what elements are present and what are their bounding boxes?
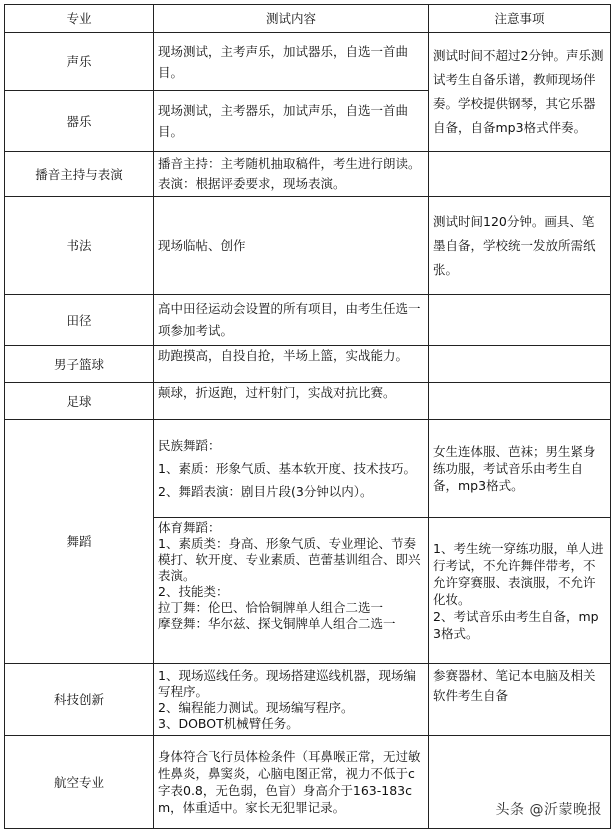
major-cell: 舞蹈 — [5, 420, 154, 664]
notes-line: 2、考试音乐由考生自备，mp3格式。 — [433, 608, 599, 641]
major-cell: 书法 — [5, 197, 154, 295]
content-cell: 播音主持：主考随机抽取稿件，考生进行朗读。表演：根据评委要求，现场表演。 — [154, 152, 429, 197]
table-row — [5, 420, 611, 518]
exam-requirements-table — [4, 4, 611, 829]
major-cell: 播音主持与表演 — [5, 152, 154, 197]
table-row — [5, 346, 611, 383]
content-line: 3、DOBOT机械臂任务。 — [158, 715, 299, 731]
content-line: 2、舞蹈表演：剧目片段(3分钟以内）。 — [158, 484, 373, 499]
notes-cell: 测试时间120分钟。画具、笔墨自备，学校统一发放所需纸张。 — [429, 197, 611, 295]
notes-cell-sport-dance — [429, 518, 611, 664]
table-row — [5, 33, 611, 91]
table-row — [5, 383, 611, 420]
notes-cell-music: 测试时间不超过2分钟。声乐测试考生自备乐谱，教师现场伴奏。学校提供钢琴，其它乐器自备，自备mp3格式伴奏。 — [429, 33, 611, 152]
content-line: 1、现场巡线任务。现场搭建巡线机器，现场编写程序。 — [158, 667, 416, 699]
notes-cell — [429, 383, 611, 420]
content-line: 摩登舞：华尔兹、探戈铜牌单人组合二选一 — [158, 616, 396, 631]
content-cell-folk-dance — [154, 420, 429, 518]
content-cell — [154, 664, 429, 736]
content-cell: 颠球，折返跑，过杆射门，实战对抗比赛。 — [154, 383, 429, 420]
content-line: 体育舞蹈： — [158, 520, 221, 535]
content-cell: 高中田径运动会设置的所有项目，由考生任选一项参加考试。 — [154, 295, 429, 346]
content-cell: 现场测试，主考声乐，加试器乐，自选一首曲目。 — [154, 33, 429, 91]
table-header-row — [5, 5, 611, 33]
notes-cell — [429, 152, 611, 197]
content-cell: 现场临帖、创作 — [154, 197, 429, 295]
major-cell: 器乐 — [5, 91, 154, 152]
content-line: 1、素质类：身高、形象气质、专业理论、节奏模打、软开度、专业素质、芭蕾基训组合、即兴表演。 — [158, 536, 421, 583]
major-cell: 科技创新 — [5, 664, 154, 736]
content-line: 2、技能类： — [158, 584, 229, 599]
content-line: 1、素质：形象气质、基本软开度、技术技巧。 — [158, 461, 416, 476]
watermark: 头条 @沂蒙晚报 — [495, 802, 602, 818]
header-notes: 注意事项 — [429, 5, 611, 33]
table-row — [5, 295, 611, 346]
content-cell: 身体符合飞行员体检条件（耳鼻喉正常，无过敏性鼻炎，鼻窦炎，心脑电图正常，视力不低于c字表0.8，无色弱，色盲）身高介于163-183cm，体重适中。家长无犯罪记录。 — [154, 736, 429, 829]
table-row — [5, 197, 611, 295]
content-cell: 助跑摸高，自投自抢，半场上篮，实战能力。 — [154, 346, 429, 383]
content-line: 2、编程能力测试。现场编写程序。 — [158, 699, 354, 715]
content-line: 拉丁舞：伦巴、恰恰铜牌单人组合二选一 — [158, 600, 384, 615]
major-cell: 足球 — [5, 383, 154, 420]
notes-cell: 参赛器材、笔记本电脑及相关软件考生自备 — [429, 664, 611, 736]
content-line: 民族舞蹈： — [158, 438, 221, 453]
notes-cell-folk-dance: 女生连体服、芭袜；男生紧身练功服，考试音乐由考生自备，mp3格式。 — [429, 420, 611, 518]
header-major: 专业 — [5, 5, 154, 33]
content-cell-sport-dance — [154, 518, 429, 664]
notes-line: 1、考生统一穿练功服，单人进行考试，不允许舞伴带考，不允许穿赛服、表演服，不允许化妆。 — [433, 540, 604, 607]
notes-cell — [429, 295, 611, 346]
table-row — [5, 664, 611, 736]
major-cell: 声乐 — [5, 33, 154, 91]
major-cell: 航空专业 — [5, 736, 154, 829]
major-cell: 男子篮球 — [5, 346, 154, 383]
header-content: 测试内容 — [154, 5, 429, 33]
content-cell: 现场测试，主考器乐，加试声乐，自选一首曲目。 — [154, 91, 429, 152]
notes-cell — [429, 346, 611, 383]
table-row — [5, 152, 611, 197]
major-cell: 田径 — [5, 295, 154, 346]
